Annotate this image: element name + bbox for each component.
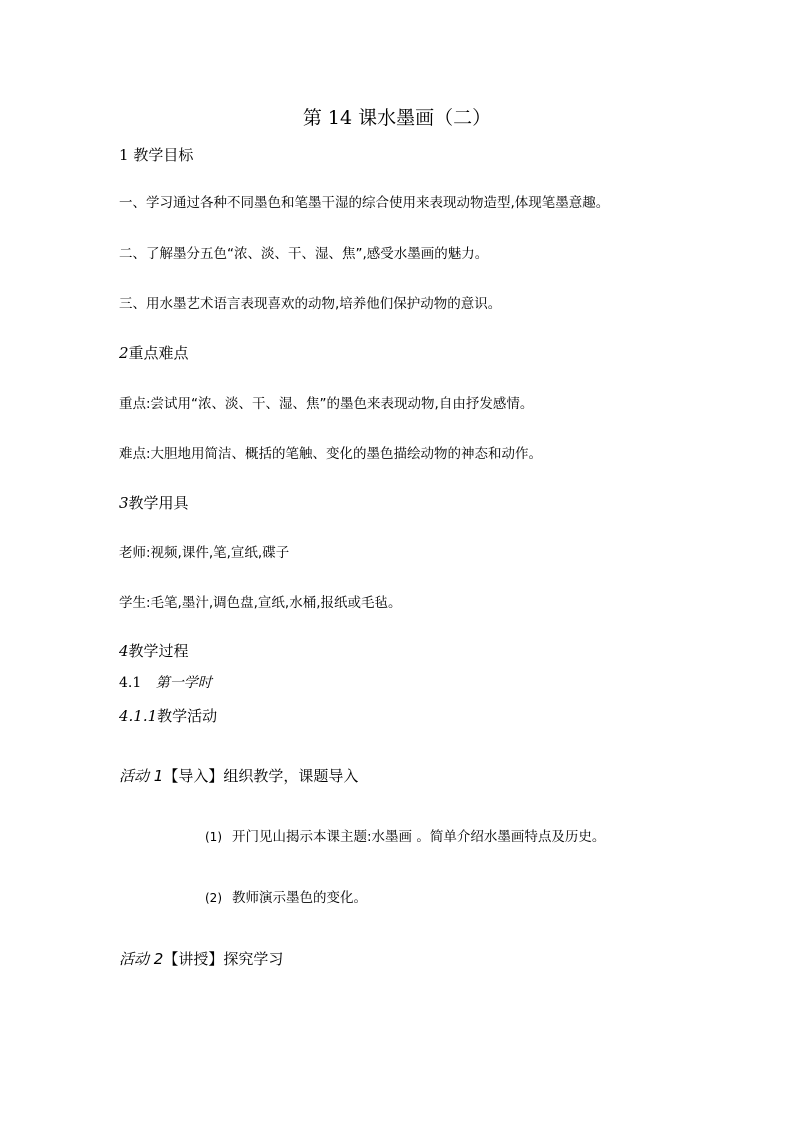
section-label: 教学用具: [128, 494, 189, 512]
activity-1-item-2: [205, 888, 367, 908]
list-marker: (1): [205, 830, 222, 844]
subsection-number: 4.1.1: [119, 707, 158, 725]
lesson-label: 第一学时: [155, 675, 212, 691]
section-heading-3: [119, 493, 189, 513]
subsection-label: 教学活动: [157, 707, 218, 725]
activity-1-heading: [119, 766, 358, 786]
activity-text: 探究学习: [223, 950, 284, 968]
lesson-number: 4.1: [119, 675, 142, 691]
section-heading-1: [119, 145, 193, 165]
activity-tag: 【导入】: [163, 767, 224, 785]
section-label: 重点难点: [128, 344, 189, 362]
activity-tag: 【讲授】: [163, 950, 224, 968]
activity-prefix: 活动 1: [119, 767, 164, 785]
activity-prefix: 活动 2: [119, 950, 164, 968]
section-label: 教学过程: [128, 642, 189, 660]
difficulty-item: 难点:大胆地用简洁、概括的笔触、变化的墨色描绘动物的神态和动作。: [119, 446, 543, 462]
key-point-item: 重点:尝试用“浓、淡、干、湿、焦”的墨色来表现动物,自由抒发感情。: [119, 396, 534, 412]
activity-1-item-1: [205, 827, 605, 847]
subsection-heading: [119, 706, 217, 726]
section-heading-4: [119, 641, 189, 661]
goal-item-3: 三、用水墨艺术语言表现喜欢的动物,培养他们保护动物的意识。: [119, 296, 502, 312]
section-number: 2: [119, 344, 129, 362]
activity-2-heading: [119, 949, 283, 969]
section-heading-2: [119, 343, 189, 363]
section-label: 教学目标: [133, 146, 194, 164]
lesson-heading: [119, 673, 212, 693]
tools-teacher: 老师:视频,课件,笔,宣纸,碟子: [119, 545, 290, 561]
page-title: 第 14 课水墨画（二）: [302, 107, 492, 129]
section-number: 3: [119, 494, 129, 512]
section-number: 1: [119, 146, 129, 164]
goal-item-2: 二、了解墨分五色“浓、淡、干、湿、焦”,感受水墨画的魅力。: [119, 246, 489, 262]
list-item-text: 开门见山揭示本课主题:水墨画 。简单介绍水墨画特点及历史。: [232, 829, 606, 845]
activity-text: 组织教学，课题导入: [223, 767, 359, 785]
list-marker: (2): [205, 891, 222, 905]
tools-student: 学生:毛笔,墨汁,调色盘,宣纸,水桶,报纸或毛毡。: [119, 595, 402, 611]
section-number: 4: [119, 642, 129, 660]
list-item-text: 教师演示墨色的变化。: [232, 890, 367, 906]
goal-item-1: 一、学习通过各种不同墨色和笔墨干湿的综合使用来表现动物造型,体现笔墨意趣。: [119, 195, 610, 211]
